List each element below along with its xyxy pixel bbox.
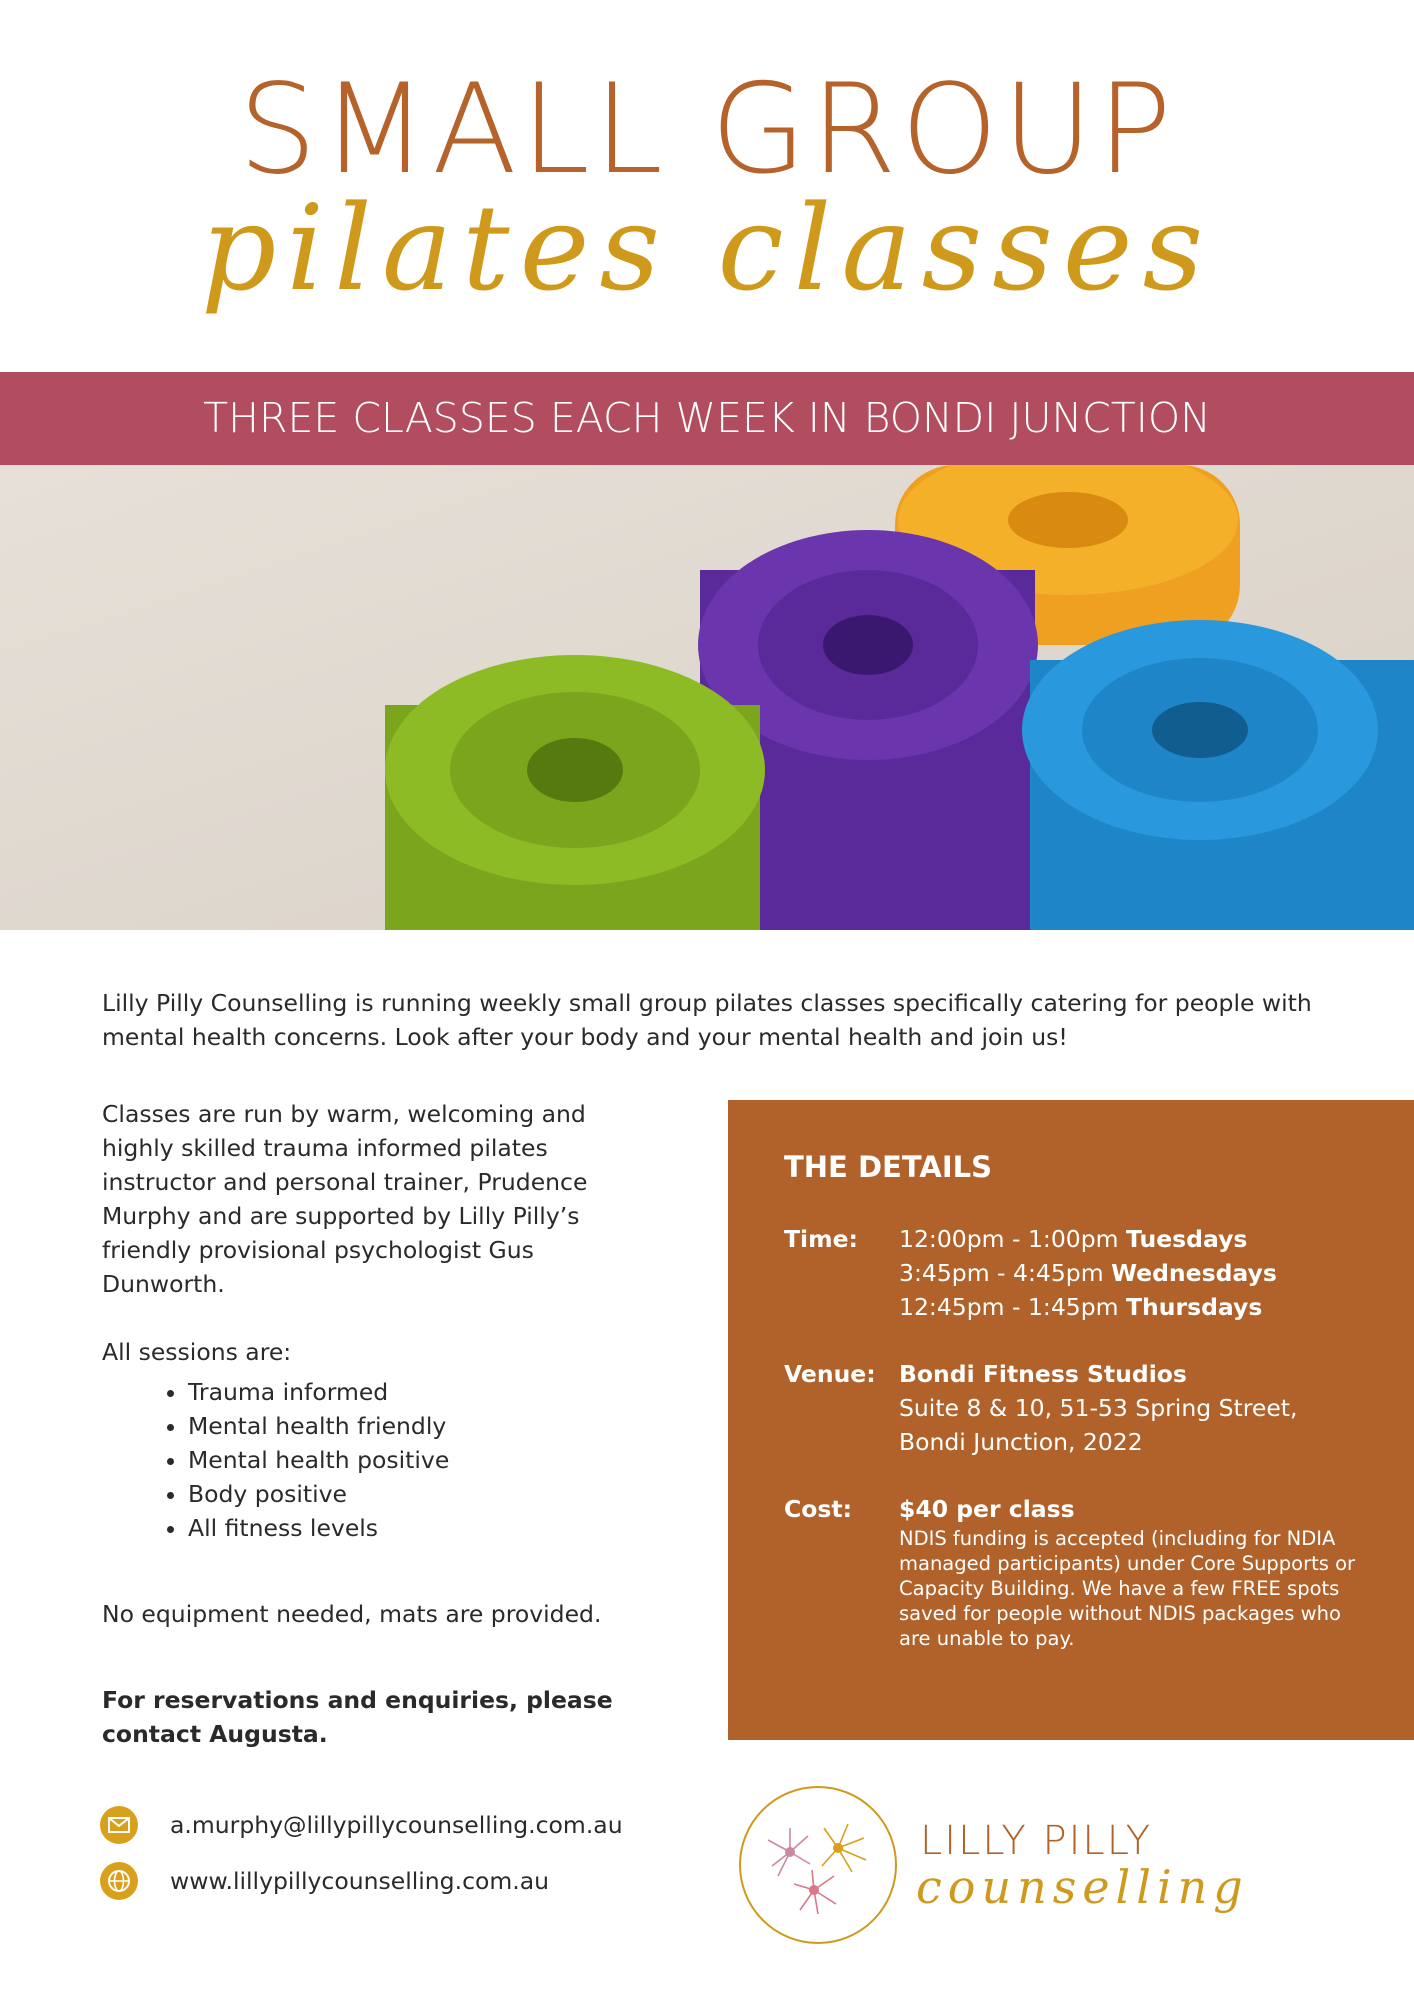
venue-address: Suite 8 & 10, 51-53 Spring Street, xyxy=(899,1394,1298,1422)
details-panel xyxy=(728,1100,1414,1740)
time-slot: 12:45pm - 1:45pm xyxy=(899,1293,1119,1321)
email-contact[interactable] xyxy=(100,1806,623,1844)
sessions-heading: All sessions are: xyxy=(102,1338,292,1366)
list-item: • Trauma informed xyxy=(188,1375,662,1409)
headline-banner: THREE CLASSES EACH WEEK IN BONDI JUNCTION xyxy=(0,372,1414,465)
time-values xyxy=(899,1222,1369,1324)
time-day: Thursdays xyxy=(1126,1293,1263,1321)
list-item: • Mental health positive xyxy=(188,1443,662,1477)
cost-note: NDIS funding is accepted (including for NDIA managed participants) under Core Supports or Capacity Building. We have a few FREE spots saved for people without NDIS packages who are unable to pay. xyxy=(899,1527,1356,1650)
website-contact[interactable] xyxy=(100,1862,549,1900)
list-item: • Body positive xyxy=(188,1477,662,1511)
email-link[interactable]: a.murphy@lillypillycounselling.com.au xyxy=(170,1811,623,1839)
logo-script: counselling xyxy=(916,1860,1249,1914)
time-label: Time: xyxy=(784,1225,858,1253)
intro-paragraph: Lilly Pilly Counselling is running weekly small group pilates classes specifically catering for people with mental health concerns. Look after your body and your mental health and join us! xyxy=(102,989,1312,1051)
time-slot: 3:45pm - 4:45pm xyxy=(899,1259,1104,1287)
time-slot: 12:00pm - 1:00pm xyxy=(899,1225,1119,1253)
cost-values xyxy=(899,1492,1369,1651)
poster-title: SMALL GROUP xyxy=(238,58,1176,202)
list-item: • All fitness levels xyxy=(188,1511,662,1545)
time-day: Wednesdays xyxy=(1111,1259,1277,1287)
envelope-icon xyxy=(100,1806,138,1844)
equipment-note: No equipment needed, mats are provided. xyxy=(102,1600,602,1628)
about-paragraph: Classes are run by warm, welcoming and highly skilled trauma informed pilates instructor and personal trainer, Prudence Murphy and are supported by Lilly Pilly’s friendly provisional psychologist Gus Dunworth. xyxy=(102,1100,588,1298)
logo-wordmark: LILLY PILLY xyxy=(920,1818,1153,1864)
cost-amount: $40 per class xyxy=(899,1495,1075,1523)
venue-values xyxy=(899,1357,1369,1459)
venue-label: Venue: xyxy=(784,1360,876,1388)
reservations-note: For reservations and enquiries, please contact Augusta. xyxy=(102,1686,613,1748)
yoga-mats-photo xyxy=(0,465,1414,930)
poster-subtitle: pilates classes xyxy=(200,179,1214,317)
list-item: • Mental health friendly xyxy=(188,1409,662,1443)
website-link[interactable]: www.lillypillycounselling.com.au xyxy=(170,1867,550,1895)
time-day: Tuesdays xyxy=(1126,1225,1248,1253)
lilly-pilly-logo xyxy=(728,1780,908,1950)
details-heading: THE DETAILS xyxy=(784,1150,992,1184)
venue-name: Bondi Fitness Studios xyxy=(899,1360,1187,1388)
about-section xyxy=(102,1097,662,1545)
venue-address: Bondi Junction, 2022 xyxy=(899,1428,1143,1456)
globe-icon xyxy=(100,1862,138,1900)
cost-label: Cost: xyxy=(784,1495,853,1523)
sessions-list xyxy=(102,1375,662,1545)
